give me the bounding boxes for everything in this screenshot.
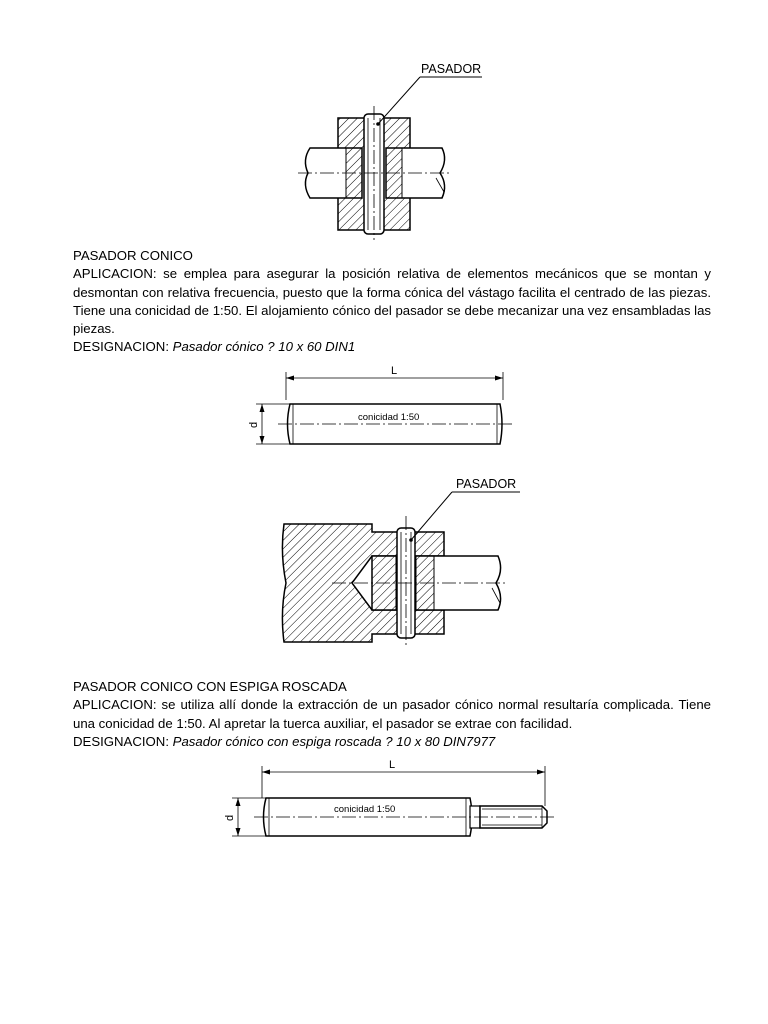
application-text: se emplea para asegurar la posición relativa de elementos mecánicos que se montan y desmontan con relativa frecuencia, puesto que la forma cónica del vástago facilita el centrado de las piezas. Tiene una conicidad de 1:50. El alojamiento cónico del pasador se debe mecanizar una vez ensambladas las piezas. — [73, 266, 711, 337]
designation-line — [73, 338, 711, 356]
figure-pin-assembly-2 — [0, 470, 768, 670]
designation-label: DESIGNACION: — [73, 733, 169, 749]
pin-callout-label: PASADOR — [421, 62, 482, 76]
designation-value: Pasador cónico ? 10 x 60 DIN1 — [172, 339, 356, 355]
section-title: PASADOR CONICO CON ESPIGA ROSCADA — [73, 679, 347, 694]
section-conical-pin — [73, 247, 711, 357]
length-label: L — [389, 759, 396, 771]
length-label: L — [391, 365, 398, 377]
section-title: PASADOR CONICO — [73, 248, 193, 263]
figure-pin-dimensions-1 — [0, 360, 768, 460]
taper-label: conicidad 1:50 — [334, 804, 396, 815]
designation-line — [73, 733, 711, 751]
designation-value: Pasador cónico con espiga roscada ? 10 x 80 DIN7977 — [172, 733, 496, 749]
diameter-label: d — [224, 814, 236, 821]
designation-label: DESIGNACION: — [73, 339, 169, 355]
figure-pin-assembly-1 — [0, 55, 768, 240]
taper-label: conicidad 1:50 — [358, 412, 420, 423]
application-paragraph — [73, 696, 711, 733]
section-threaded-pin — [73, 678, 711, 751]
application-paragraph — [73, 265, 711, 338]
application-label: APLICACION: — [73, 697, 157, 713]
application-label: APLICACION: — [73, 266, 157, 282]
diameter-label: d — [248, 421, 260, 428]
figure-pin-dimensions-2 — [0, 755, 768, 845]
application-text: se utiliza allí donde la extracción de un pasador cónico normal resultaría complicada. Tiene una conicidad de 1:50. Al apretar la tuerca auxiliar, el pasador se extrae con facilidad. — [73, 697, 711, 731]
pin-callout-label: PASADOR — [456, 477, 517, 491]
